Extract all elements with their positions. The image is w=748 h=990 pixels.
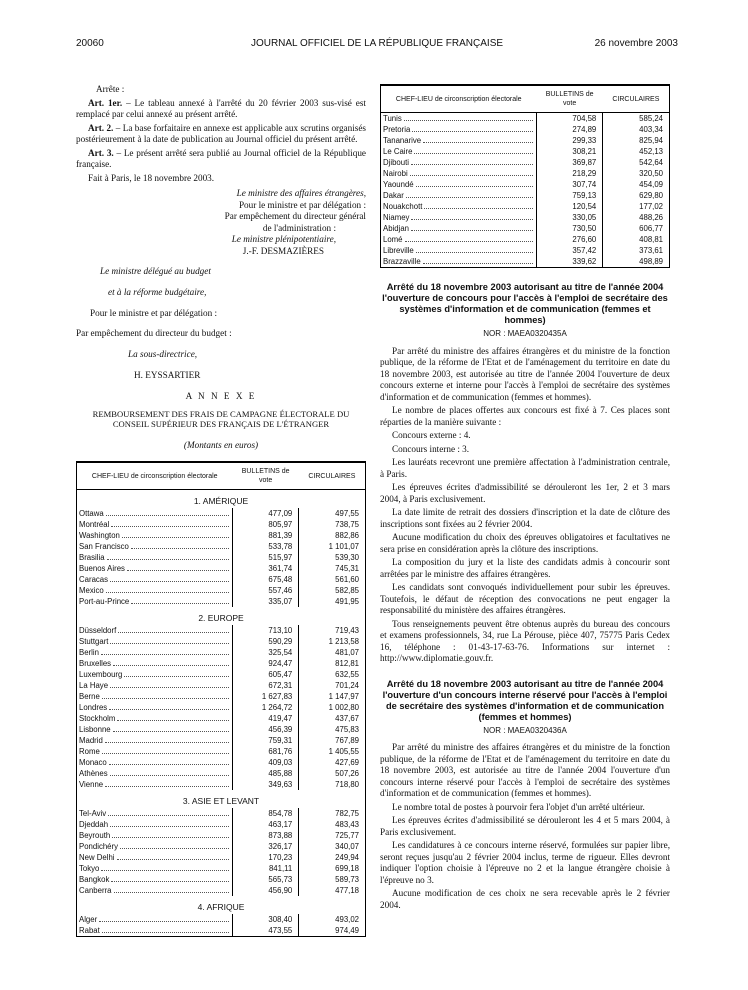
bulletins-value: 805,97: [233, 519, 299, 530]
city-name: Beyrouth: [79, 831, 111, 841]
paragraph: Aucune modification de ces choix ne sera recevable après le 2 février 2004.: [380, 888, 670, 910]
table-row: [77, 914, 365, 925]
city-name: Bangkok: [79, 875, 110, 885]
reimbursement-table-left: [76, 461, 366, 937]
bulletins-value: 276,60: [537, 234, 603, 245]
article-2: Art. 2. – La base forfaitaire en annexe est applicable aux scrutins organisés postérieurement à la date de publication au Journal officiel du présent arrêté.: [76, 122, 366, 144]
article-3: Art. 3. – Le présent arrêté sera publié au Journal officiel de la République française.: [76, 147, 366, 169]
table-row: [77, 680, 365, 691]
circulaires-value: 718,80: [299, 779, 365, 790]
bulletins-value: 485,88: [233, 768, 299, 779]
bulletins-value: 759,13: [537, 190, 603, 201]
reimbursement-table-right: [380, 84, 670, 268]
bulletins-value: 308,40: [233, 914, 299, 925]
arrete-2-nor: NOR : MAEA0320436A: [483, 725, 567, 735]
circulaires-value: 719,43: [299, 625, 365, 636]
table-row: [77, 713, 365, 724]
bulletins-value: 681,76: [233, 746, 299, 757]
bulletins-value: 713,10: [233, 625, 299, 636]
circulaires-value: 539,30: [299, 552, 365, 563]
circulaires-value: 585,24: [603, 113, 669, 125]
bulletins-value: 218,29: [537, 168, 603, 179]
city-name: San Francisco: [79, 542, 129, 552]
table-section-header: 3. ASIE ET LEVANT: [182, 795, 260, 806]
col-header-bulletins: BULLETINS de vote: [233, 463, 299, 490]
bulletins-value: 605,47: [233, 669, 299, 680]
circulaires-value: 767,89: [299, 735, 365, 746]
table-row: [77, 885, 365, 896]
arrete-1: [380, 282, 670, 665]
table-row: [77, 585, 365, 596]
city-name: Pretoria: [383, 125, 411, 134]
table-row: [77, 724, 365, 735]
bulletins-value: 307,74: [537, 179, 603, 190]
bulletins-value: 854,78: [233, 808, 299, 819]
city-name: Port-au-Prince: [79, 597, 130, 607]
circulaires-value: 454,09: [603, 179, 669, 190]
col-header-circulaires: CIRCULAIRES: [299, 463, 365, 490]
circulaires-value: 825,94: [603, 135, 669, 146]
city-name: Athènes: [79, 769, 108, 779]
table-row: [77, 830, 365, 841]
table-row: [77, 658, 365, 669]
bulletins-value: 274,89: [537, 124, 603, 135]
city-name: Mexico: [79, 586, 104, 596]
circulaires-value: 582,85: [299, 585, 365, 596]
city-name: Rabat: [79, 926, 100, 936]
table-row: [77, 874, 365, 885]
circulaires-value: 177,02: [603, 201, 669, 212]
paragraph: Les candidats sont convoqués individuellement pour subir les épreuves. Toutefois, le défaut de réception des convocations ne peut engager la responsabilité du ministère des affaires étrangères.: [380, 582, 670, 615]
table-row: [77, 541, 365, 552]
col-header-chef-lieu: CHEF-LIEU de circonscription électorale: [381, 86, 537, 113]
circulaires-value: 745,31: [299, 563, 365, 574]
table-row: [381, 135, 669, 146]
city-name: Caracas: [79, 575, 109, 585]
city-name: Libreville: [383, 246, 414, 255]
city-name: Dakar: [383, 191, 404, 200]
city-name: Abidjan: [383, 224, 410, 233]
paragraph: Les lauréats recevront une première affectation à l'administration centrale, à Paris.: [380, 457, 670, 479]
table-row: [381, 113, 669, 125]
table-row: [77, 552, 365, 563]
city-name: Washington: [79, 531, 120, 541]
table-row: [77, 519, 365, 530]
city-name: Tel-Aviv: [79, 809, 107, 819]
table-section-header: 1. AMÉRIQUE: [193, 495, 249, 506]
circulaires-value: 812,81: [299, 658, 365, 669]
circulaires-value: 1 002,80: [299, 702, 365, 713]
city-name: Tokyo: [79, 864, 100, 874]
paragraph: Par arrêté du ministre des affaires étrangères et du ministre de la fonction publique, de la réforme de l'Etat et de l'aménagement du territoire en date du 18 novembre 2003, est autorisée au titre de l'année 2004 l'ouverture d'un concours interne réservé pour l'accès à l'emploi de secrétaire des systèmes d'information et de communication (femmes et hommes).: [380, 742, 670, 798]
arrete-2-title: Arrêté du 18 novembre 2003 autorisant au titre de l'année 2004 l'ouverture d'un concours interne réservé pour l'accès à l'emploi de secrétaire des systèmes d'information et de communication (femmes et hommes): [382, 678, 668, 722]
bulletins-value: 369,87: [537, 157, 603, 168]
table-section-header: 4. AFRIQUE: [197, 901, 245, 912]
table-row: [77, 691, 365, 702]
bulletins-value: 515,97: [233, 552, 299, 563]
circulaires-value: 699,18: [299, 863, 365, 874]
circulaires-value: 452,13: [603, 146, 669, 157]
paragraph: Le nombre total de postes à pourvoir fera l'objet d'un arrêté ultérieur.: [392, 801, 645, 812]
fait-a-paris: Fait à Paris, le 18 novembre 2003.: [88, 172, 215, 183]
city-name: Berlin: [79, 648, 99, 658]
city-name: Lisbonne: [79, 725, 111, 735]
bulletins-value: 339,62: [537, 256, 603, 267]
table-row: [77, 636, 365, 647]
circulaires-value: 782,75: [299, 808, 365, 819]
circulaires-value: 320,50: [603, 168, 669, 179]
city-name: Lomé: [383, 235, 403, 244]
bulletins-value: 325,54: [233, 647, 299, 658]
table-row: [77, 574, 365, 585]
bulletins-value: 361,74: [233, 563, 299, 574]
circulaires-value: 475,83: [299, 724, 365, 735]
city-name: Nairobi: [383, 169, 408, 178]
table-row: [77, 852, 365, 863]
circulaires-value: 488,26: [603, 212, 669, 223]
table-row: [77, 863, 365, 874]
arrete-2: [380, 679, 670, 912]
table-row: [381, 179, 669, 190]
bulletins-value: 409,03: [233, 757, 299, 768]
right-column: [380, 84, 670, 913]
page-header: [76, 38, 678, 52]
table-row: [381, 245, 669, 256]
circulaires-value: 589,73: [299, 874, 365, 885]
city-name: Vienne: [79, 780, 104, 790]
circulaires-value: 738,75: [299, 519, 365, 530]
bulletins-value: 456,90: [233, 885, 299, 896]
city-name: Montréal: [79, 520, 110, 530]
table-row: [77, 508, 365, 519]
circulaires-value: 1 147,97: [299, 691, 365, 702]
city-name: Londres: [79, 703, 108, 713]
bulletins-value: 335,07: [233, 596, 299, 607]
paragraph: Concours externe : 4.: [392, 430, 471, 440]
table-row: [77, 808, 365, 819]
bulletins-value: 565,73: [233, 874, 299, 885]
bulletins-value: 533,78: [233, 541, 299, 552]
issue-date: 26 novembre 2003: [594, 38, 678, 49]
signature-block-2: Le ministre délégué au budget et à la réforme budgétaire, Pour le ministre et par délégation : Par empêchement du directeur du budget : La sous-directrice, H. EYSSARTIER: [76, 266, 232, 380]
col-header-chef-lieu: CHEF-LIEU de circonscription électorale: [77, 463, 233, 490]
paragraph: Le nombre de places offertes aux concours est fixé à 7. Ces places sont réparties de la manière suivante :: [380, 405, 670, 427]
circulaires-value: 491,95: [299, 596, 365, 607]
table-row: [77, 735, 365, 746]
bulletins-value: 170,23: [233, 852, 299, 863]
circulaires-value: 629,80: [603, 190, 669, 201]
circulaires-value: 373,61: [603, 245, 669, 256]
city-name: Djeddah: [79, 820, 109, 830]
bulletins-value: 326,17: [233, 841, 299, 852]
bulletins-value: 1 627,83: [233, 691, 299, 702]
circulaires-value: 974,49: [299, 925, 365, 936]
circulaires-value: 1 101,07: [299, 541, 365, 552]
paragraph: La composition du jury et la liste des candidats admis à concourir sont arrêtées par le ministre des affaires étrangères.: [380, 557, 670, 579]
city-name: New Delhi: [79, 853, 115, 863]
table-row: [77, 530, 365, 541]
bulletins-value: 330,05: [537, 212, 603, 223]
table-row: [77, 757, 365, 768]
table-row: [381, 168, 669, 179]
circulaires-value: 606,77: [603, 223, 669, 234]
circulaires-value: 427,69: [299, 757, 365, 768]
city-name: Tunis: [383, 114, 402, 123]
city-name: Tananarive: [383, 136, 422, 145]
arrete-label: Arrête :: [96, 84, 125, 94]
bulletins-value: 557,46: [233, 585, 299, 596]
city-name: Canberra: [79, 886, 112, 896]
arrete-1-title: Arrêté du 18 novembre 2003 autorisant au titre de l'année 2004 l'ouverture de concours pour l'accès à l'emploi de secrétaire des systèmes d'information et de communication (femmes et hommes): [382, 282, 668, 325]
bulletins-value: 730,50: [537, 223, 603, 234]
bulletins-value: 590,29: [233, 636, 299, 647]
bulletins-value: 308,21: [537, 146, 603, 157]
city-name: La Haye: [79, 681, 109, 691]
annexe-title: REMBOURSEMENT DES FRAIS DE CAMPAGNE ÉLECTORALE DU CONSEIL SUPÉRIEUR DES FRANÇAIS DE L'ÉTRANGER: [92, 408, 350, 430]
table-row: [381, 124, 669, 135]
circulaires-value: 1 213,58: [299, 636, 365, 647]
paragraph: Tous renseignements peuvent être obtenus auprès du bureau des concours et examens professionnels, 34, rue La Pérouse, pièce 407, 75775 Paris Cedex 16, téléphone : 01-43-17-63-76. Informations sur internet : http://www.diplomatie.gouv.fr.: [380, 618, 670, 663]
city-name: Alger: [79, 915, 98, 925]
circulaires-value: 561,60: [299, 574, 365, 585]
table-row: [77, 779, 365, 790]
bulletins-value: 924,47: [233, 658, 299, 669]
city-name: Düsseldorf: [79, 626, 117, 636]
circulaires-value: 249,94: [299, 852, 365, 863]
journal-title: JOURNAL OFFICIEL DE LA RÉPUBLIQUE FRANÇAISE: [250, 38, 504, 49]
table-row: [381, 212, 669, 223]
paragraph: La date limite de retrait des dossiers d'inscription et la date de clôture des inscriptions sont fixées au 2 février 2004.: [380, 507, 670, 529]
city-name: Brasilia: [79, 553, 105, 563]
circulaires-value: 437,67: [299, 713, 365, 724]
col-header-bulletins: BULLETINS de vote: [537, 86, 603, 113]
bulletins-value: 349,63: [233, 779, 299, 790]
circulaires-value: 498,89: [603, 256, 669, 267]
city-name: Niamey: [383, 213, 410, 222]
table-row: [77, 596, 365, 607]
table-row: [381, 190, 669, 201]
bulletins-value: 675,48: [233, 574, 299, 585]
bulletins-value: 299,33: [537, 135, 603, 146]
circulaires-value: 477,18: [299, 885, 365, 896]
bulletins-value: 841,11: [233, 863, 299, 874]
page-number: 20060: [76, 38, 104, 49]
circulaires-value: 403,34: [603, 124, 669, 135]
table-row: [77, 563, 365, 574]
city-name: Djibouti: [383, 158, 410, 167]
table-row: [77, 625, 365, 636]
city-name: Buenos Aires: [79, 564, 125, 574]
circulaires-value: 725,77: [299, 830, 365, 841]
paragraph: Les candidatures à ce concours interne réservé, formulées sur papier libre, seront reçues jusqu'au 2 février 2004 inclus, terme de rigueur. Elles devront indiquer l'option choisie à l'épreuve no 2 et la langue étrangère choisie à l'épreuve no 3.: [380, 840, 670, 885]
col-header-circulaires: CIRCULAIRES: [603, 86, 669, 113]
city-name: Brazzaville: [383, 257, 421, 266]
bulletins-value: 477,09: [233, 508, 299, 519]
table-row: [381, 157, 669, 168]
city-name: Rome: [79, 747, 100, 757]
table-row: [381, 256, 669, 267]
city-name: Berne: [79, 692, 100, 702]
bulletins-value: 704,58: [537, 113, 603, 125]
circulaires-value: 493,02: [299, 914, 365, 925]
paragraph: Les épreuves écrites d'admissibilité se dérouleront les 4 et 5 mars 2004, à Paris exclusivement.: [380, 815, 670, 837]
bulletins-value: 759,31: [233, 735, 299, 746]
bulletins-value: 873,88: [233, 830, 299, 841]
paragraph: Concours interne : 3.: [392, 443, 470, 454]
table-row: [381, 223, 669, 234]
left-column: [76, 84, 366, 937]
circulaires-value: 483,43: [299, 819, 365, 830]
paragraph: Aucune modification du choix des épreuves obligatoires et facultatives ne sera prise en considération après la clôture des inscriptions.: [380, 532, 670, 554]
city-name: Le Caire: [383, 147, 413, 156]
table-row: [77, 669, 365, 680]
table-row: [77, 702, 365, 713]
table-row: [77, 768, 365, 779]
arrete-1-nor: NOR : MAEA0320435A: [483, 329, 567, 338]
signature-block-1: Le ministre des affaires étrangères, Pour le ministre et par délégation : Par empêchement du directeur général de l'administration : Le ministre plénipotentiaire, J.-F. DESMAZIÈRES: [224, 188, 366, 256]
annexe-heading: A N N E X E: [185, 391, 257, 402]
circulaires-value: 507,26: [299, 768, 365, 779]
circulaires-value: 701,24: [299, 680, 365, 691]
bulletins-value: 881,39: [233, 530, 299, 541]
city-name: Madrid: [79, 736, 103, 746]
table-row: [77, 925, 365, 936]
paragraph: Les épreuves écrites d'admissibilité se dérouleront les 1er, 2 et 3 mars 2004, à Paris exclusivement.: [380, 482, 670, 504]
table-section-header: 2. EUROPE: [198, 612, 244, 623]
city-name: Nouakchott: [383, 202, 423, 211]
city-name: Yaoundé: [383, 180, 414, 189]
bulletins-value: 456,39: [233, 724, 299, 735]
city-name: Monaco: [79, 758, 107, 768]
city-name: Luxembourg: [79, 670, 123, 680]
city-name: Ottawa: [79, 509, 104, 519]
table-row: [77, 746, 365, 757]
montants-note: (Montants en euros): [183, 439, 259, 450]
circulaires-value: 497,55: [299, 508, 365, 519]
circulaires-value: 481,07: [299, 647, 365, 658]
paragraph: Par arrêté du ministre des affaires étrangères et du ministre de la fonction publique, de la réforme de l'Etat et de l'aménagement du territoire en date du 18 novembre 2003, est autorisée au titre de l'année 2004 l'ouverture de deux concours externe et interne pour l'accès à l'emploi de secrétaire des systèmes d'information et de communication (femmes et hommes).: [380, 345, 670, 402]
city-name: Stockholm: [79, 714, 116, 724]
bulletins-value: 672,31: [233, 680, 299, 691]
table-row: [381, 201, 669, 212]
bulletins-value: 419,47: [233, 713, 299, 724]
table-row: [381, 146, 669, 157]
article-1: Art. 1er. – Le tableau annexé à l'arrêté du 20 février 2003 sus-visé est remplacé par celui annexé au présent arrêté.: [76, 97, 366, 119]
table-row: [77, 647, 365, 658]
circulaires-value: 882,86: [299, 530, 365, 541]
circulaires-value: 542,64: [603, 157, 669, 168]
bulletins-value: 1 264,72: [233, 702, 299, 713]
bulletins-value: 357,42: [537, 245, 603, 256]
bulletins-value: 120,54: [537, 201, 603, 212]
circulaires-value: 340,07: [299, 841, 365, 852]
city-name: Bruxelles: [79, 659, 112, 669]
table-row: [77, 841, 365, 852]
table-row: [77, 819, 365, 830]
bulletins-value: 473,55: [233, 925, 299, 936]
bulletins-value: 463,17: [233, 819, 299, 830]
table-row: [381, 234, 669, 245]
circulaires-value: 632,55: [299, 669, 365, 680]
circulaires-value: 1 405,55: [299, 746, 365, 757]
city-name: Pondichéry: [79, 842, 119, 852]
city-name: Stuttgart: [79, 637, 109, 647]
circulaires-value: 408,81: [603, 234, 669, 245]
